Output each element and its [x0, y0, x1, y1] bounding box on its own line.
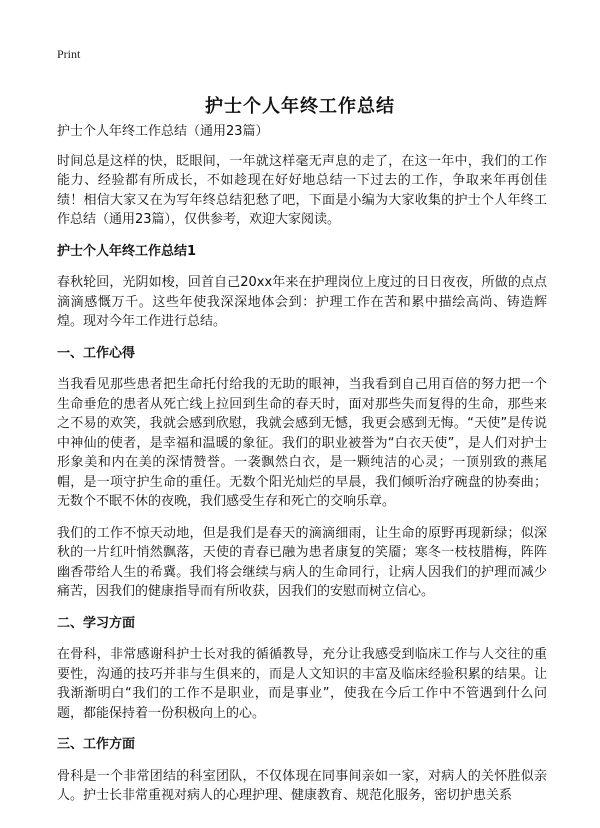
section-title: 护士个人年终工作总结1 [57, 243, 197, 259]
heading-study: 二、学习方面 [57, 615, 136, 631]
section-intro-paragraph: 春秋轮回，光阴如梭，回首自己20xx年来在护理岗位上度过的日日夜夜，所做的点点滴滴感慨万千。这些年使我深深地体会到：护理工作在苦和累中描绘高尚、铸造辉煌。现对今年工作进行总结。 [57, 275, 547, 329]
document-subtitle: 护士个人年终工作总结（通用23篇） [57, 124, 269, 139]
heading-work-experience: 一、工作心得 [57, 345, 136, 361]
work-experience-paragraph-2: 我们的工作不惊天动地，但是我们是春天的滴滴细雨，让生命的原野再现新绿；似深秋的一片红叶悄然飘落，天使的青春已融为患者康复的笑靥；寒冬一枝枝腊梅，阵阵幽香带给人生的希冀。我们将会继续与病人的生命同行，让病人因我们的护理而减少痛苦，因我们的健康指导而有所收获，因我们的安慰而树立信心。 [57, 525, 547, 599]
work-experience-paragraph-1: 当我看见那些患者把生命托付给我的无助的眼神，当我看到自己用百倍的努力把一个生命垂危的患者从死亡线上拉回到生命的春天时，面对那些失而复得的生命，那些来之不易的欢笑，我就会感到欣慰，我就会感到无憾，我更会感到无悔。“天使”是传说中神仙的使者，是幸福和温暖的象征。我们的职业被誉为“白衣天使”，是人们对护士形象美和内在美的深情赞誉。一袭飘然白衣，是一颗纯洁的心灵；一顶别致的燕尾帽，是一项守护生命的重任。无数个阳光灿烂的早晨，我们倾听治疗碗盘的协奏曲；无数个不眠不休的夜晚，我们感受生存和死亡的交响乐章。 [57, 377, 547, 509]
work-paragraph: 骨科是一个非常团结的科室团队，不仅体现在同事间亲如一家，对病人的关怀胜似亲人。护士长非常重视对病人的心理护理、健康教育、规范化服务，密切护患关系 [57, 768, 547, 803]
study-paragraph: 在骨科，非常感谢科护士长对我的循循教导，充分让我感受到临床工作与人交往的重要性，沟通的技巧并非与生俱来的，而是人文知识的丰富及临床经验积累的结果。让我渐渐明白“我们的工作不是职业，而是事业”，使我在今后工作中不管遇到什么问题，都能保持着一份积极向上的心。 [57, 647, 547, 721]
heading-work: 三、工作方面 [57, 737, 136, 752]
intro-paragraph: 时间总是这样的快，眨眼间，一年就这样毫无声息的走了，在这一年中，我们的工作能力、经验都有所成长，不如趁现在好好地总结一下过去的工作，争取来年再创佳绩！相信大家又在为写年终总结犯愁了吧，下面是小编为大家收集的护士个人年终工作总结（通用23篇），仅供参考，欢迎大家阅读。 [57, 153, 547, 227]
print-link[interactable]: Print [57, 47, 81, 61]
document-content [57, 122, 547, 818]
document-title: 护士个人年终工作总结 [205, 96, 395, 118]
